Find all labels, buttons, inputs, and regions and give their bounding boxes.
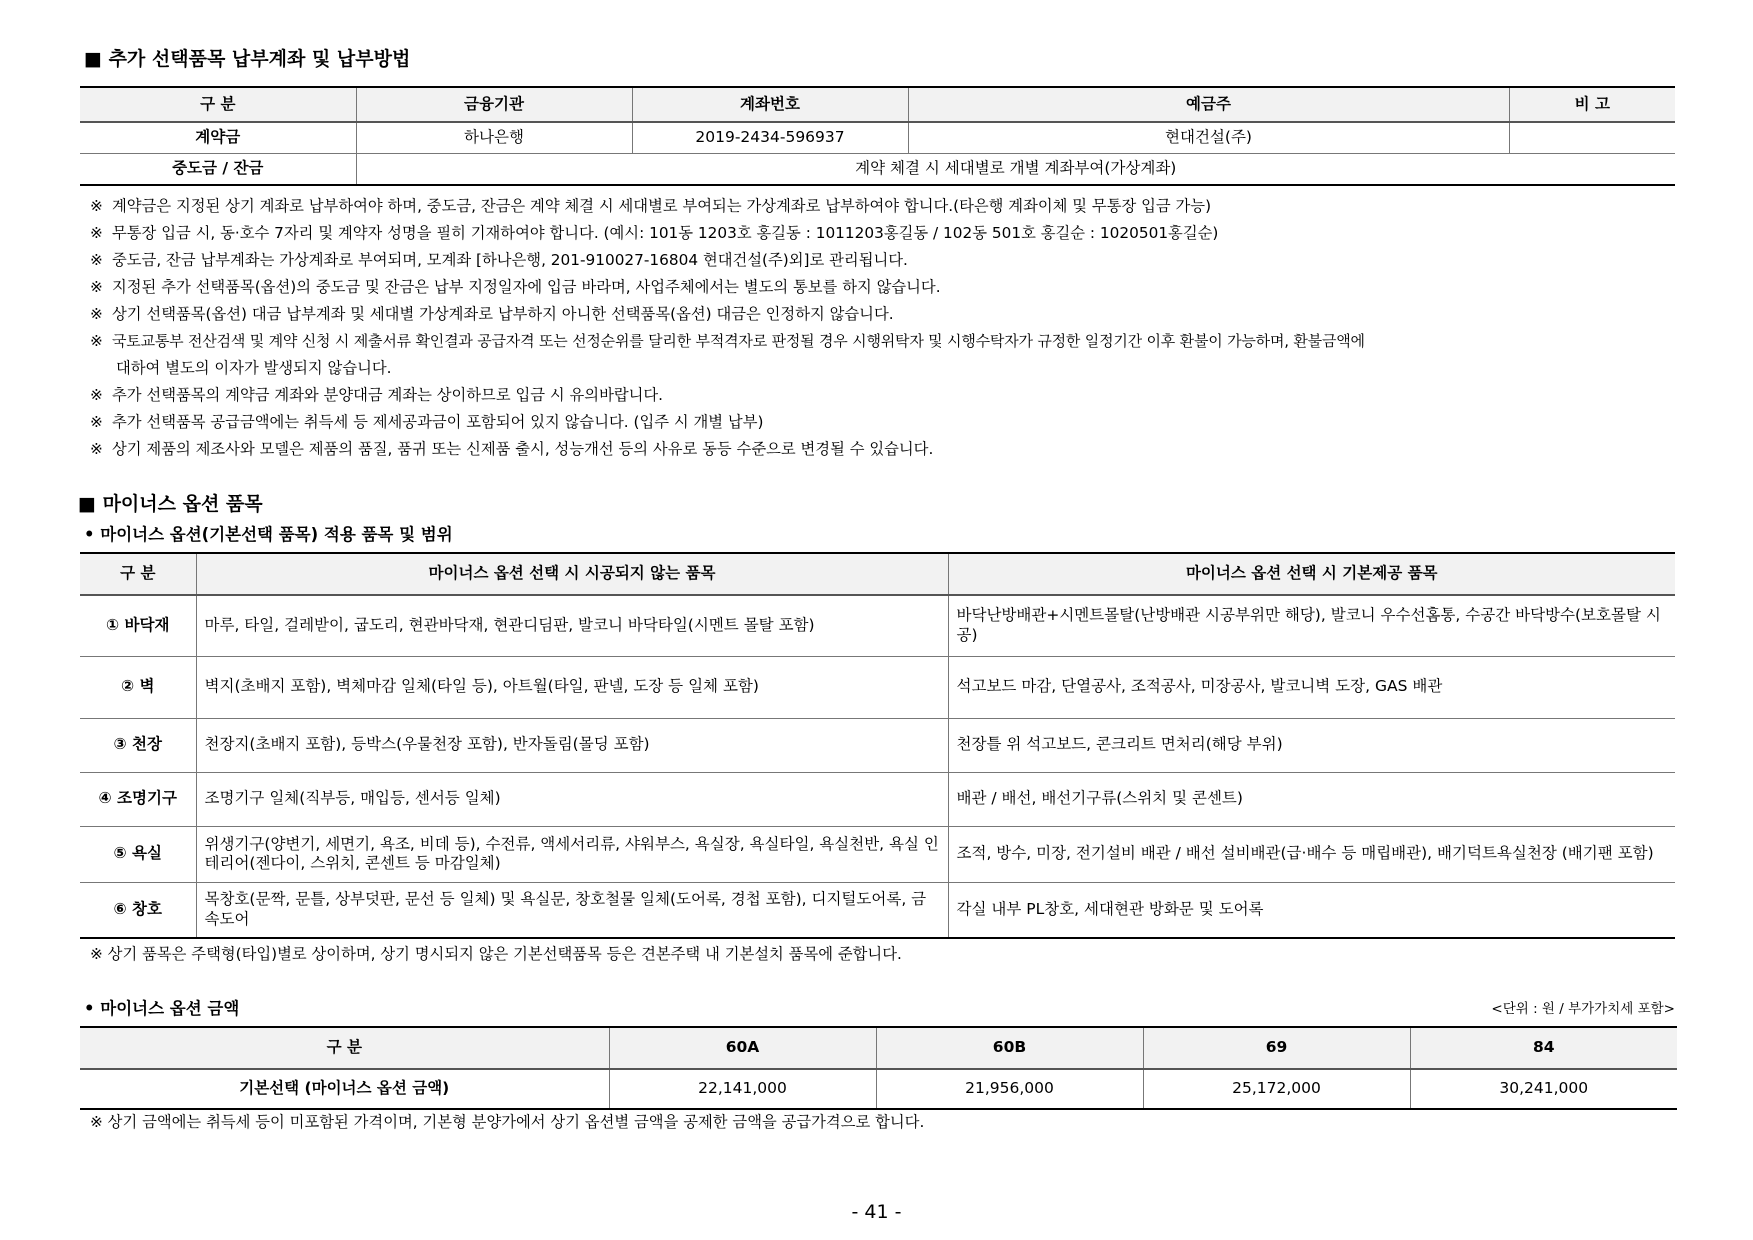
provided-cell: 각실 내부 PL창호, 세대현관 방화문 및 도어록 xyxy=(948,882,1675,938)
note-item-continuation: 대하여 별도의 이자가 발생되지 않습니다. xyxy=(116,359,392,377)
note-mark: ※ xyxy=(90,440,103,458)
note-item: ※ 계약금은 지정된 상기 계좌로 납부하여야 하며, 중도금, 잔금은 계약 체결 시 세대별로 부여되는 가상계좌로 납부하여야 합니다.(타은행 계좌이체 및 무통장 입금 가능) xyxy=(90,193,1365,220)
minus-option-price-table xyxy=(80,1026,1677,1110)
table-header-row xyxy=(80,87,1675,122)
note-item: ※ 국토교통부 전산검색 및 계약 신청 시 제출서류 확인결과 공급자격 또는 선정순위를 달리한 부적격자로 판정될 경우 시행위탁자 및 시행수탁자가 규정한 일정기간 이후 환불이 가능하며, 환불금액에 xyxy=(90,328,1365,355)
note-mark: ※ xyxy=(90,305,103,323)
header-provided: 마이너스 옵션 선택 시 기본제공 품목 xyxy=(948,553,1675,595)
note-mark: ※ xyxy=(90,413,103,431)
table-row xyxy=(80,882,1675,938)
note-item: ※ 추가 선택품목의 계약금 계좌와 분양대금 계좌는 상이하므로 입금 시 유의바랍니다. xyxy=(90,382,1365,409)
header-category: 구 분 xyxy=(80,553,196,595)
note-item: ※ 중도금, 잔금 납부계좌는 가상계좌로 부여되며, 모계좌 [하나은행, 201-910027-16804 현대건설(주)외]로 관리됩니다. xyxy=(90,247,1365,274)
price-69: 25,172,000 xyxy=(1143,1069,1410,1109)
price-60b: 21,956,000 xyxy=(876,1069,1143,1109)
row-label: ③ 천장 xyxy=(80,718,196,772)
section1-title: ■ 추가 선택품목 납부계좌 및 납부방법 xyxy=(84,48,411,70)
section3-note: ※ 상기 금액에는 취득세 등이 미포함된 가격이며, 기본형 분양가에서 상기 옵션별 금액을 공제한 금액을 공급가격으로 합니다. xyxy=(90,1113,925,1131)
holder-cell: 현대건설(주) xyxy=(908,122,1509,154)
virtual-account-desc: 계약 체결 시 세대별로 개별 계좌부여(가상계좌) xyxy=(356,154,1675,186)
row-label: ④ 조명기구 xyxy=(80,772,196,826)
note-mark: ※ xyxy=(90,224,103,242)
price-60a: 22,141,000 xyxy=(609,1069,876,1109)
header-type-69: 69 xyxy=(1143,1027,1410,1069)
price-84: 30,241,000 xyxy=(1410,1069,1677,1109)
row-label: 중도금 / 잔금 xyxy=(80,154,356,186)
table-row xyxy=(80,826,1675,882)
section1-notes xyxy=(90,193,1365,463)
account-cell: 2019-2434-596937 xyxy=(632,122,908,154)
note-mark: ※ xyxy=(90,251,103,269)
section2-note: ※ 상기 품목은 주택형(타입)별로 상이하며, 상기 명시되지 않은 기본선택품목 등은 견본주택 내 기본설치 품목에 준합니다. xyxy=(90,945,902,963)
table-row xyxy=(80,772,1675,826)
excluded-cell: 천장지(초배지 포함), 등박스(우물천장 포함), 반자돌림(몰딩 포함) xyxy=(196,718,948,772)
header-bank: 금융기관 xyxy=(356,87,632,122)
provided-cell: 바닥난방배관+시멘트몰탈(난방배관 시공부위만 해당), 발코니 우수선홈통, 수공간 바닥방수(보호몰탈 시공) xyxy=(948,595,1675,656)
note-mark: ※ xyxy=(90,197,103,215)
row-label: 기본선택 (마이너스 옵션 금액) xyxy=(80,1069,609,1109)
header-remark: 비 고 xyxy=(1509,87,1675,122)
header-excluded: 마이너스 옵션 선택 시 시공되지 않는 품목 xyxy=(196,553,948,595)
note-mark: ※ xyxy=(90,332,103,350)
provided-cell: 석고보드 마감, 단열공사, 조적공사, 미장공사, 발코니벽 도장, GAS 배관 xyxy=(948,656,1675,718)
bank-cell: 하나은행 xyxy=(356,122,632,154)
header-type-60b: 60B xyxy=(876,1027,1143,1069)
excluded-cell: 벽지(초배지 포함), 벽체마감 일체(타일 등), 아트월(타일, 판넬, 도장 등 일체 포함) xyxy=(196,656,948,718)
section2-subtitle: • 마이너스 옵션(기본선택 품목) 적용 품목 및 범위 xyxy=(84,525,453,544)
excluded-cell: 조명기구 일체(직부등, 매입등, 센서등 일체) xyxy=(196,772,948,826)
table-row xyxy=(80,595,1675,656)
table-header-row xyxy=(80,553,1675,595)
note-item: ※ 상기 제품의 제조사와 모델은 제품의 품질, 품귀 또는 신제품 출시, 성능개선 등의 사유로 동등 수준으로 변경될 수 있습니다. xyxy=(90,436,1365,463)
note-item: ※ 추가 선택품목 공급금액에는 취득세 등 제세공과금이 포함되어 있지 않습니다. (입주 시 개별 납부) xyxy=(90,409,1365,436)
row-label: ① 바닥재 xyxy=(80,595,196,656)
note-mark: ※ xyxy=(90,278,103,296)
header-category: 구 분 xyxy=(80,1027,609,1069)
excluded-cell: 목창호(문짝, 문틀, 상부덧판, 문선 등 일체) 및 욕실문, 창호철물 일체(도어록, 경첩 포함), 디지털도어록, 금속도어 xyxy=(196,882,948,938)
table-row xyxy=(80,656,1675,718)
excluded-cell: 위생기구(양변기, 세면기, 욕조, 비데 등), 수전류, 액세서리류, 샤워부스, 욕실장, 욕실타일, 욕실천반, 욕실 인테리어(젠다이, 스위치, 콘센트 등 마감일체) xyxy=(196,826,948,882)
header-type-84: 84 xyxy=(1410,1027,1677,1069)
provided-cell: 배관 / 배선, 배선기구류(스위치 및 콘센트) xyxy=(948,772,1675,826)
remark-cell xyxy=(1509,122,1675,154)
page-number: - 41 - xyxy=(851,1201,902,1223)
provided-cell: 천장틀 위 석고보드, 콘크리트 면처리(해당 부위) xyxy=(948,718,1675,772)
section3-subtitle: • 마이너스 옵션 금액 xyxy=(84,999,240,1018)
row-label: ⑤ 욕실 xyxy=(80,826,196,882)
payment-account-table xyxy=(80,86,1675,186)
unit-label: <단위 : 원 / 부가가치세 포함> xyxy=(1491,1001,1675,1017)
minus-option-items-table xyxy=(80,552,1675,939)
header-type-60a: 60A xyxy=(609,1027,876,1069)
note-mark: ※ xyxy=(90,386,103,404)
note-item: ※ 상기 선택품목(옵션) 대금 납부계좌 및 세대별 가상계좌로 납부하지 아니한 선택품목(옵션) 대금은 인정하지 않습니다. xyxy=(90,301,1365,328)
section2-title: ■ 마이너스 옵션 품목 xyxy=(78,493,263,515)
provided-cell: 조적, 방수, 미장, 전기설비 배관 / 배선 설비배관(급·배수 등 매립배관), 배기덕트욕실천장 (배기팬 포함) xyxy=(948,826,1675,882)
header-category: 구 분 xyxy=(80,87,356,122)
note-item: ※ 지정된 추가 선택품목(옵션)의 중도금 및 잔금은 납부 지정일자에 입금 바라며, 사업주체에서는 별도의 통보를 하지 않습니다. xyxy=(90,274,1365,301)
table-row xyxy=(80,154,1675,186)
table-row xyxy=(80,122,1675,154)
row-label: ⑥ 창호 xyxy=(80,882,196,938)
table-row xyxy=(80,718,1675,772)
header-account: 계좌번호 xyxy=(632,87,908,122)
table-header-row xyxy=(80,1027,1677,1069)
header-holder: 예금주 xyxy=(908,87,1509,122)
row-label: ② 벽 xyxy=(80,656,196,718)
note-item: ※ 무통장 입금 시, 동·호수 7자리 및 계약자 성명을 필히 기재하여야 합니다. (예시: 101동 1203호 홍길동 : 1011203홍길동 / 102동 501호 홍길순 : 1020501홍길순) xyxy=(90,220,1365,247)
row-label: 계약금 xyxy=(80,122,356,154)
excluded-cell: 마루, 타일, 걸레받이, 굽도리, 현관바닥재, 현관디딤판, 발코니 바닥타일(시멘트 몰탈 포함) xyxy=(196,595,948,656)
table-row xyxy=(80,1069,1677,1109)
